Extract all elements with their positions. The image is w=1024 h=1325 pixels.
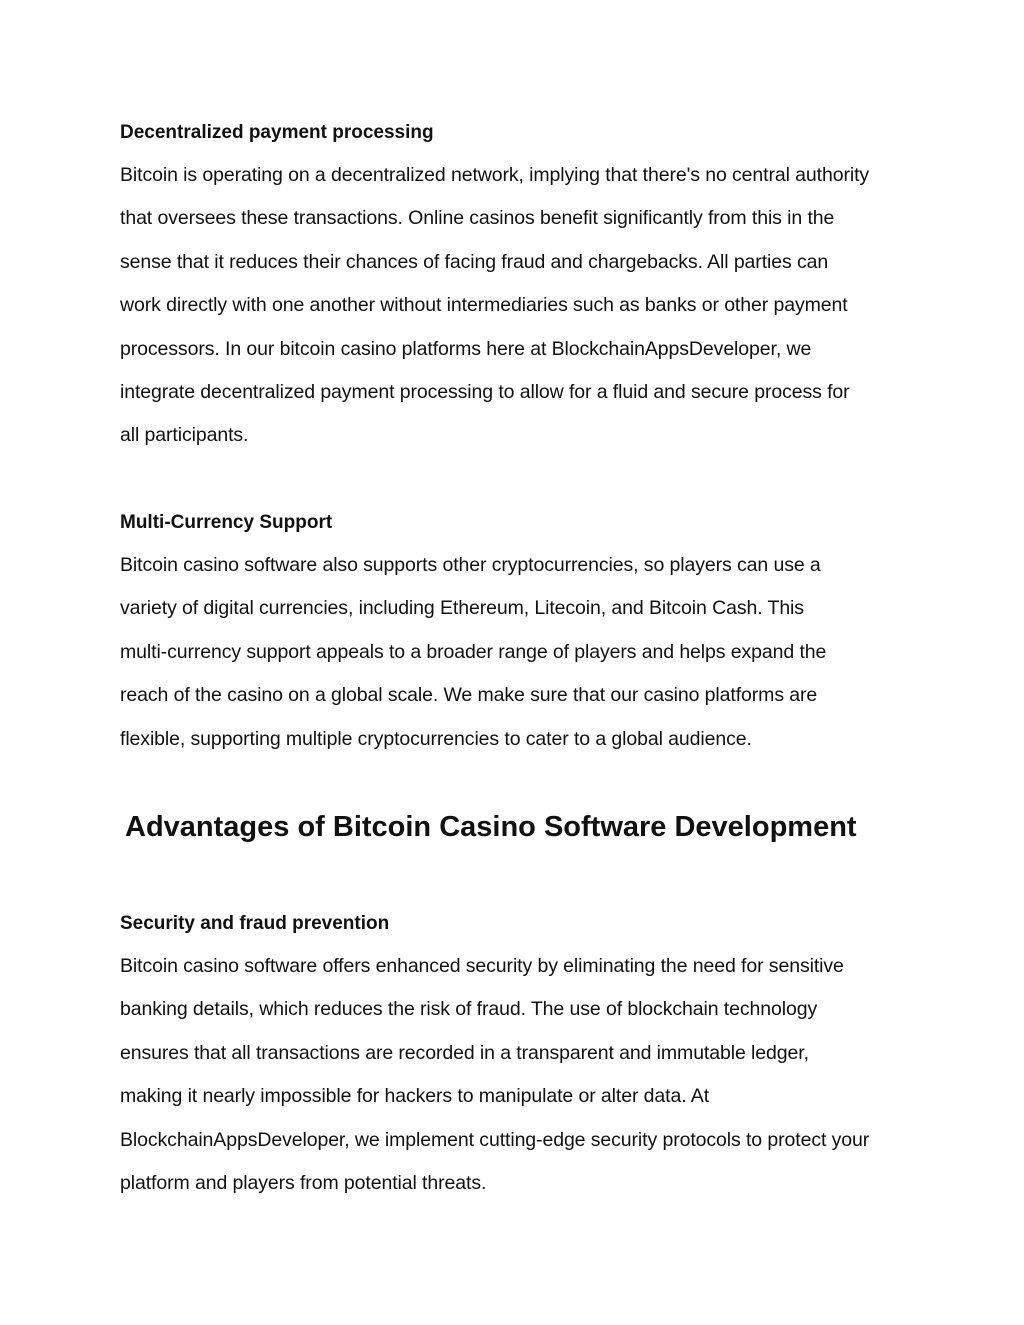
page-section-title-advantages: Advantages of Bitcoin Casino Software Development bbox=[125, 811, 857, 843]
paragraph-line: banking details, which reduces the risk of fraud. The use of blockchain technology bbox=[120, 998, 818, 1021]
paragraph-line: that oversees these transactions. Online casinos benefit significantly from this in the bbox=[120, 207, 835, 230]
paragraph-multi-currency bbox=[120, 544, 910, 761]
paragraph-line: Bitcoin is operating on a decentralized network, implying that there's no central authority bbox=[120, 164, 870, 186]
section-heading-multi-currency: Multi-Currency Support bbox=[120, 512, 333, 533]
paragraph-line: processors. In our bitcoin casino platforms here at BlockchainAppsDeveloper, we bbox=[120, 337, 812, 360]
paragraph-line: all participants. bbox=[120, 424, 249, 447]
paragraph-line: ensures that all transactions are recorded in a transparent and immutable ledger, bbox=[120, 1041, 809, 1064]
paragraph-line: flexible, supporting multiple cryptocurrencies to cater to a global audience. bbox=[120, 727, 752, 750]
paragraph-line: making it nearly impossible for hackers to manipulate or alter data. At bbox=[120, 1085, 710, 1108]
paragraph-line: platform and players from potential threats. bbox=[120, 1171, 487, 1194]
paragraph-line: sense that it reduces their chances of facing fraud and chargebacks. All parties can bbox=[120, 250, 829, 273]
section-heading-security: Security and fraud prevention bbox=[120, 913, 390, 934]
paragraph-line: integrate decentralized payment processing to allow for a fluid and secure process for bbox=[120, 380, 850, 403]
paragraph-line: BlockchainAppsDeveloper, we implement cutting-edge security protocols to protect your bbox=[120, 1128, 870, 1151]
section-heading-decentralized: Decentralized payment processing bbox=[120, 122, 434, 143]
paragraph-line: variety of digital currencies, including Ethereum, Litecoin, and Bitcoin Cash. This bbox=[120, 597, 804, 620]
paragraph-line: work directly with one another without intermediaries such as banks or other payment bbox=[120, 294, 848, 317]
paragraph-line: multi-currency support appeals to a broader range of players and helps expand the bbox=[120, 640, 827, 663]
paragraph-line: Bitcoin casino software offers enhanced security by eliminating the need for sensitive bbox=[120, 955, 844, 977]
paragraph-line: reach of the casino on a global scale. We make sure that our casino platforms are bbox=[120, 684, 818, 707]
paragraph-line: Bitcoin casino software also supports other cryptocurrencies, so players can use a bbox=[120, 554, 821, 576]
paragraph-security bbox=[120, 945, 910, 1205]
paragraph-decentralized bbox=[120, 154, 910, 458]
